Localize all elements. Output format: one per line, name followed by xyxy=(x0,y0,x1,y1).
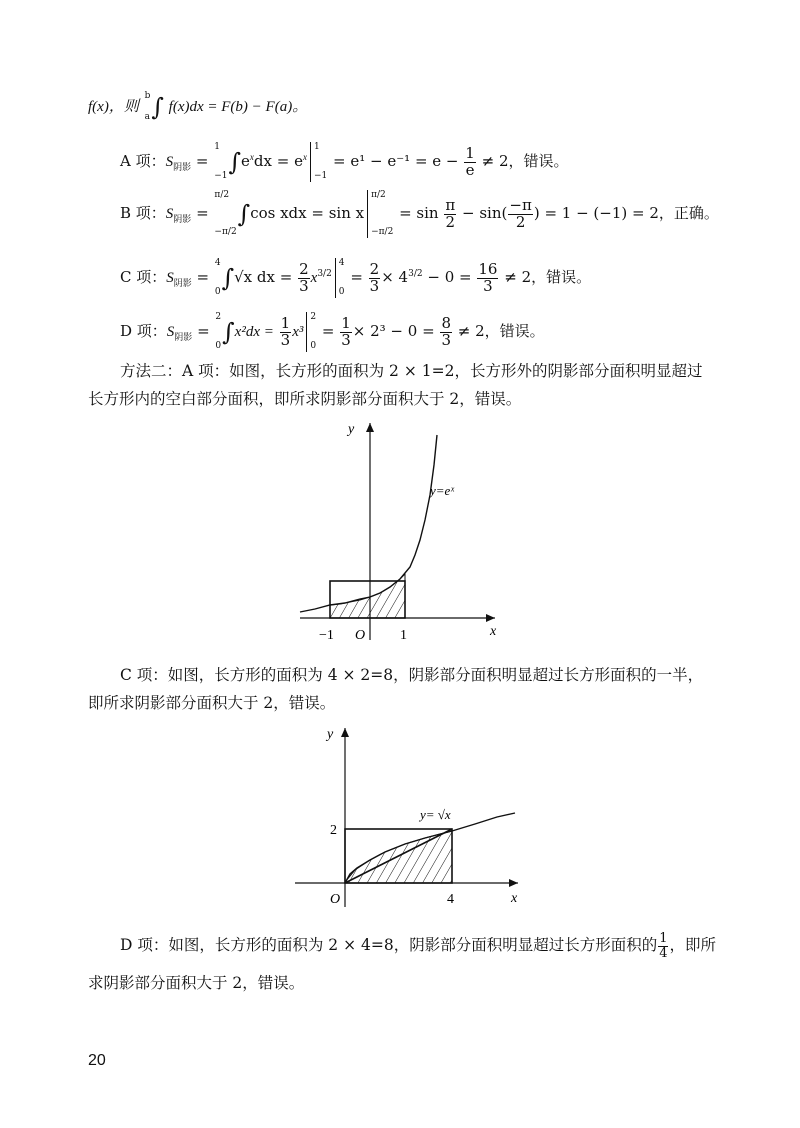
method-a-line: A 项：$S_{阴影}$ = 1 −1 $\int e^xdx = e^x$ 1 −1 = e¹ − e⁻¹ = e − $\frac{1}{e}$ ≠ 2，错误。 xyxy=(120,142,569,181)
intro-upper: b xyxy=(144,91,151,101)
d-label: D 项： xyxy=(120,322,167,340)
c-integrand: √x dx = xyxy=(234,268,293,286)
a-tail: ≠ 2，错误。 xyxy=(481,152,569,170)
curve-label-a: y=eˣ xyxy=(430,483,454,498)
c-times: × 4 xyxy=(381,268,409,286)
d-integrand: x²dx = xyxy=(234,324,274,340)
origin-c: O xyxy=(330,892,341,907)
a-integrand-sup: x xyxy=(249,152,254,162)
graph-exp xyxy=(290,415,510,645)
tick-4: 4 xyxy=(447,892,454,907)
a-integral: ∫ xyxy=(228,148,242,176)
c-eval-upper: 4 xyxy=(338,258,345,268)
d-lower: 0 xyxy=(215,341,222,351)
c-frac1-num: 2 xyxy=(299,259,309,278)
c-x-sup: 3/2 xyxy=(317,269,332,279)
c-tail: ≠ 2，错误。 xyxy=(504,268,592,286)
intro-lower: a xyxy=(144,112,150,122)
curve-label-c: y= √x xyxy=(420,807,451,822)
a-frac-num: 1 xyxy=(465,143,475,162)
b-frac2-num: −π xyxy=(509,195,532,214)
item-c-line2: 即所求阴影部分面积大于 2，错误。 xyxy=(88,694,336,712)
d-tail: ≠ 2，错误。 xyxy=(457,322,545,340)
b-frac1-num: π xyxy=(445,195,456,214)
b-lower-2: 2 xyxy=(230,227,237,237)
tick-1: 1 xyxy=(400,628,407,643)
c-integral: ∫ xyxy=(221,264,235,292)
method2-line2: 长方形内的空白部分面积，即所求阴影部分面积大于 2，错误。 xyxy=(88,390,522,408)
item-d-post: ，即所 xyxy=(669,936,716,954)
d-x-cube: x³ xyxy=(292,324,304,340)
x-label-a: x xyxy=(490,624,497,639)
b-lower-pi: π xyxy=(221,227,228,237)
d-shade: 阴影 xyxy=(174,333,193,343)
c-frac3-den: 3 xyxy=(483,276,493,295)
item-d-frac-num: 1 xyxy=(659,930,668,946)
intro-prefix: f(x)，则 xyxy=(88,99,139,115)
curve-exp xyxy=(300,435,437,612)
formula-intro xyxy=(88,92,307,122)
b-s: S xyxy=(165,206,174,222)
c-s: S xyxy=(166,270,174,286)
item-d-pre: D 项：如图，长方形的面积为 2 × 4=8，阴影部分面积明显超过长方形面积的 xyxy=(120,936,658,954)
x-label-c: x xyxy=(511,891,518,906)
d-integral: ∫ xyxy=(222,318,235,346)
a-eval-lower: −1 xyxy=(313,171,328,181)
b-frac2-den: 2 xyxy=(515,212,526,231)
a-eval-upper: 1 xyxy=(313,142,320,152)
method-c-line: C 项：$S_{阴影}$ = 4 0 ∫√x dx = $\frac{2}{3}$ $x^{3/2}$ 4 0 = $\frac{2}{3}$ × $4^{3/2} - 0$ = $\frac{16}{3}$ ≠ 2，错误。 xyxy=(120,258,592,297)
d-frac1-den: 3 xyxy=(280,330,291,349)
c-eval-lower: 0 xyxy=(338,287,345,297)
b-rhs1: = sin xyxy=(399,204,439,222)
d-frac2-num: 1 xyxy=(341,313,351,332)
graph-sqrt xyxy=(275,722,525,912)
page-number: 20 xyxy=(88,1052,106,1069)
a-frac-den: e xyxy=(465,160,475,179)
d-rhs: = xyxy=(321,322,335,340)
method2-line1: 方法二：A 项：如图，长方形的面积为 2 × 1=2，长方形外的阴影部分面积明显超过 xyxy=(120,362,703,380)
method-b-line: B 项：$S_{阴影}$ = π/2 −π/2 ∫cos xdx = sin x π/2 −π/2 = sin $\frac{\pi}{2}$ − sin( $\frac{-\pi}{2}$ ) = 1 − (−1) = 2，正确。 xyxy=(120,190,719,237)
b-shade: 阴影 xyxy=(173,215,192,225)
a-upper: 1 xyxy=(214,142,220,152)
b-integrand: cos xdx = sin x xyxy=(250,204,365,222)
d-eval-lower: 0 xyxy=(310,341,317,351)
a-lower: −1 xyxy=(214,171,228,181)
c-frac2-den: 3 xyxy=(369,276,380,295)
a-s: S xyxy=(165,154,174,170)
y-label-a: y xyxy=(348,422,355,437)
item-d-frac-den: 4 xyxy=(659,945,668,961)
c-minus: − 0 = xyxy=(427,268,472,286)
a-rhs: = e¹ − e⁻¹ = e − xyxy=(333,152,459,170)
y-label-c: y xyxy=(327,727,334,742)
d-times: × 2³ − 0 = xyxy=(352,322,435,340)
c-upper: 4 xyxy=(214,258,221,268)
item-d-line2: 求阴影部分面积大于 2，错误。 xyxy=(88,974,305,992)
tick-neg1: −1 xyxy=(319,628,334,643)
a-shade: 阴影 xyxy=(173,163,192,173)
c-rhs: = xyxy=(350,268,363,286)
a-integrand-tail: dx = e xyxy=(253,152,303,170)
d-frac1-num: 1 xyxy=(280,313,291,332)
a-label: A 项： xyxy=(120,152,166,170)
d-s: S xyxy=(166,324,175,340)
item-c-line1: C 项：如图，长方形的面积为 4 × 2=8，阴影部分面积明显超过长方形面积的一半， xyxy=(120,666,704,684)
method-d-line: D 项：$S_{阴影}$ = 2 0 ∫x²dx = $\frac{1}{3}$ x³ 2 0 = $\frac{1}{3}$ × 2³ − 0 = $\frac{8}{3}$ ≠ 2，错误。 xyxy=(120,312,545,351)
c-frac1-den: 3 xyxy=(299,276,309,295)
c-label: C 项： xyxy=(120,268,167,286)
c-frac2-num: 2 xyxy=(369,259,380,278)
d-frac2-den: 3 xyxy=(341,330,351,349)
c-pow-sup: 3/2 xyxy=(408,269,423,279)
d-frac3-num: 8 xyxy=(441,313,451,332)
b-upper-2: 2 xyxy=(223,190,230,200)
a-integrand: e xyxy=(241,152,250,170)
b-integral: ∫ xyxy=(237,200,251,228)
c-lower: 0 xyxy=(214,287,221,297)
c-frac3-num: 16 xyxy=(478,259,498,278)
d-eval-upper: 2 xyxy=(310,312,317,322)
b-upper-pi: π xyxy=(214,190,221,200)
origin-a: O xyxy=(355,628,366,643)
b-frac1-den: 2 xyxy=(445,212,456,231)
b-rhs2: − sin xyxy=(462,204,502,222)
d-frac3-den: 3 xyxy=(441,330,451,349)
item-d-line1 xyxy=(120,930,716,960)
a-eval-sup: x xyxy=(302,152,307,162)
tick-2: 2 xyxy=(330,823,337,838)
c-shade: 阴影 xyxy=(173,279,192,289)
b-tail: = 1 − (−1) = 2，正确。 xyxy=(544,204,719,222)
b-label: B 项： xyxy=(120,204,166,222)
integral-sign: ∫ xyxy=(151,93,164,121)
intro-body: f(x)dx = F(b) − F(a)。 xyxy=(168,99,308,115)
d-upper: 2 xyxy=(215,312,222,322)
